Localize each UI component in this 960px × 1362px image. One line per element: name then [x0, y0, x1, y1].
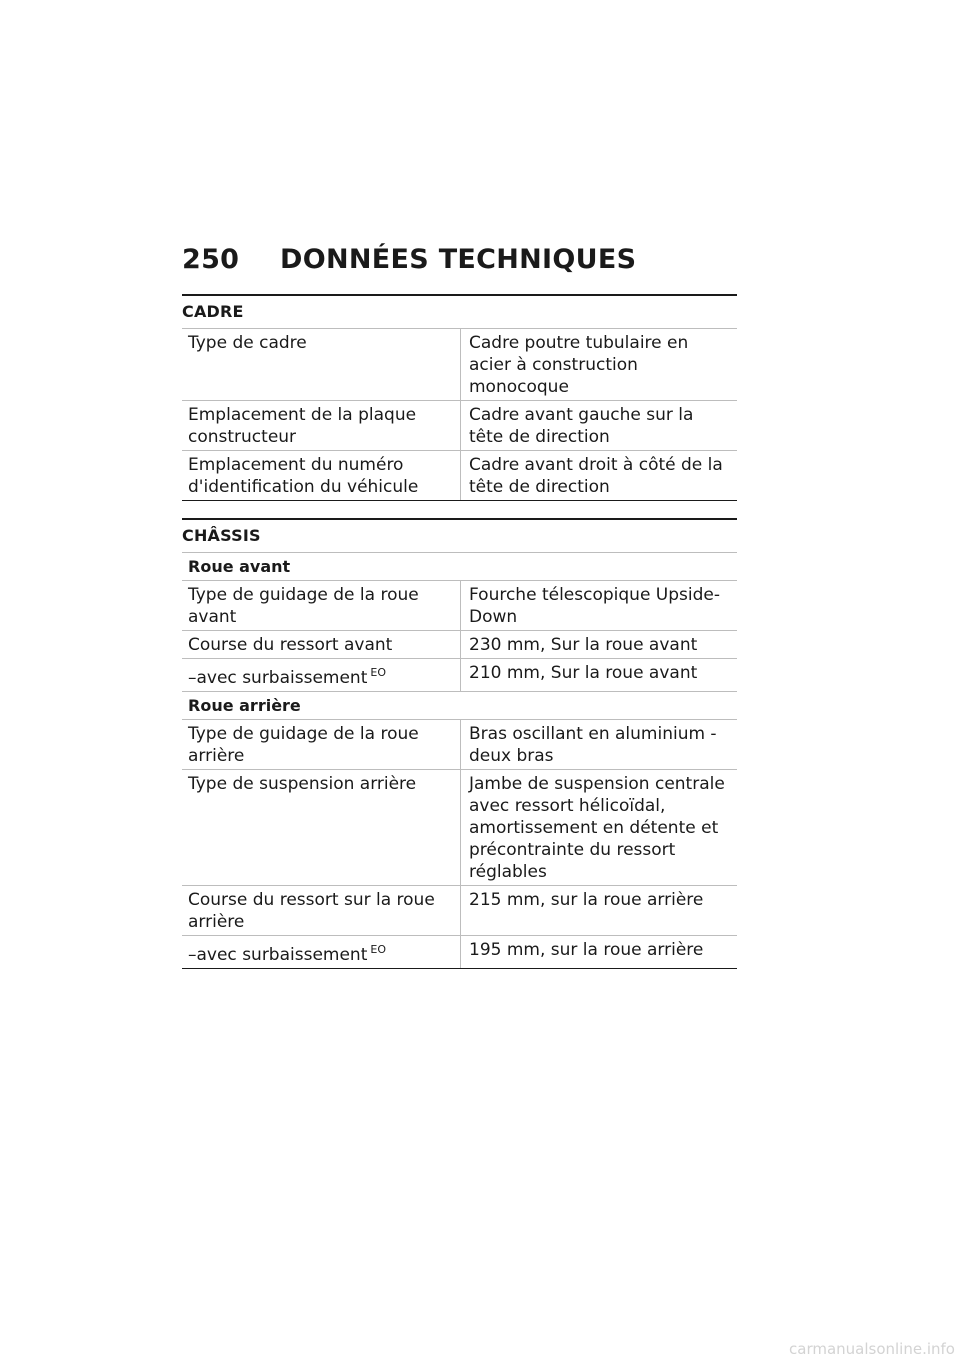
- spec-label: Course du ressort avant: [182, 631, 461, 659]
- group-row-rear-wheel: [182, 692, 737, 720]
- spec-value: Fourche télescopique Upside-Down: [461, 581, 738, 631]
- section-title-cadre: CADRE: [182, 296, 737, 329]
- cadre-spec-table: [182, 329, 737, 501]
- page-content: [182, 294, 737, 969]
- spec-label: Type de suspension arrière: [182, 770, 461, 886]
- spec-label: Course du ressort sur la roue arrière: [182, 886, 461, 936]
- table-row: [182, 329, 737, 401]
- option-superscript: EO: [370, 666, 386, 679]
- spec-label: Type de cadre: [182, 329, 461, 401]
- spec-value: Bras oscillant en aluminium - deux bras: [461, 720, 738, 770]
- page-number: 250: [182, 244, 240, 275]
- spec-value: 230 mm, Sur la roue avant: [461, 631, 738, 659]
- table-row: [182, 659, 737, 692]
- spec-label: Type de guidage de la roue avant: [182, 581, 461, 631]
- spec-value: Cadre avant droit à côté de la tête de direction: [461, 451, 738, 501]
- table-row: [182, 451, 737, 501]
- spec-value: 215 mm, sur la roue arrière: [461, 886, 738, 936]
- group-heading: Roue avant: [182, 553, 737, 581]
- spec-value: Jambe de suspension centrale avec ressort hélicoïdal, amortissement en détente et précontrainte du ressort réglables: [461, 770, 738, 886]
- section-title-chassis: CHÂSSIS: [182, 520, 737, 553]
- spec-label: –avec surbaissement: [188, 668, 368, 688]
- spec-label-cell: [182, 659, 461, 692]
- spec-value: 195 mm, sur la roue arrière: [461, 936, 738, 969]
- table-row: [182, 770, 737, 886]
- chassis-spec-table: [182, 553, 737, 969]
- option-superscript: EO: [370, 943, 386, 956]
- spec-value: Cadre poutre tubulaire en acier à construction monocoque: [461, 329, 738, 401]
- spec-label: Type de guidage de la roue arrière: [182, 720, 461, 770]
- page-title: DONNÉES TECHNIQUES: [280, 244, 637, 275]
- group-row-front-wheel: [182, 553, 737, 581]
- watermark-text: carmanualsonline.info: [789, 1340, 955, 1358]
- spec-label-cell: [182, 936, 461, 969]
- table-row: [182, 936, 737, 969]
- table-row: [182, 401, 737, 451]
- spec-value: Cadre avant gauche sur la tête de direction: [461, 401, 738, 451]
- table-row: [182, 886, 737, 936]
- section-spacer: [182, 501, 737, 518]
- group-heading: Roue arrière: [182, 692, 737, 720]
- spec-label: Emplacement du numéro d'identification du véhicule: [182, 451, 461, 501]
- table-row: [182, 581, 737, 631]
- spec-label: –avec surbaissement: [188, 945, 368, 965]
- page-header: [182, 244, 742, 284]
- spec-value: 210 mm, Sur la roue avant: [461, 659, 738, 692]
- table-row: [182, 631, 737, 659]
- table-row: [182, 720, 737, 770]
- spec-label: Emplacement de la plaque constructeur: [182, 401, 461, 451]
